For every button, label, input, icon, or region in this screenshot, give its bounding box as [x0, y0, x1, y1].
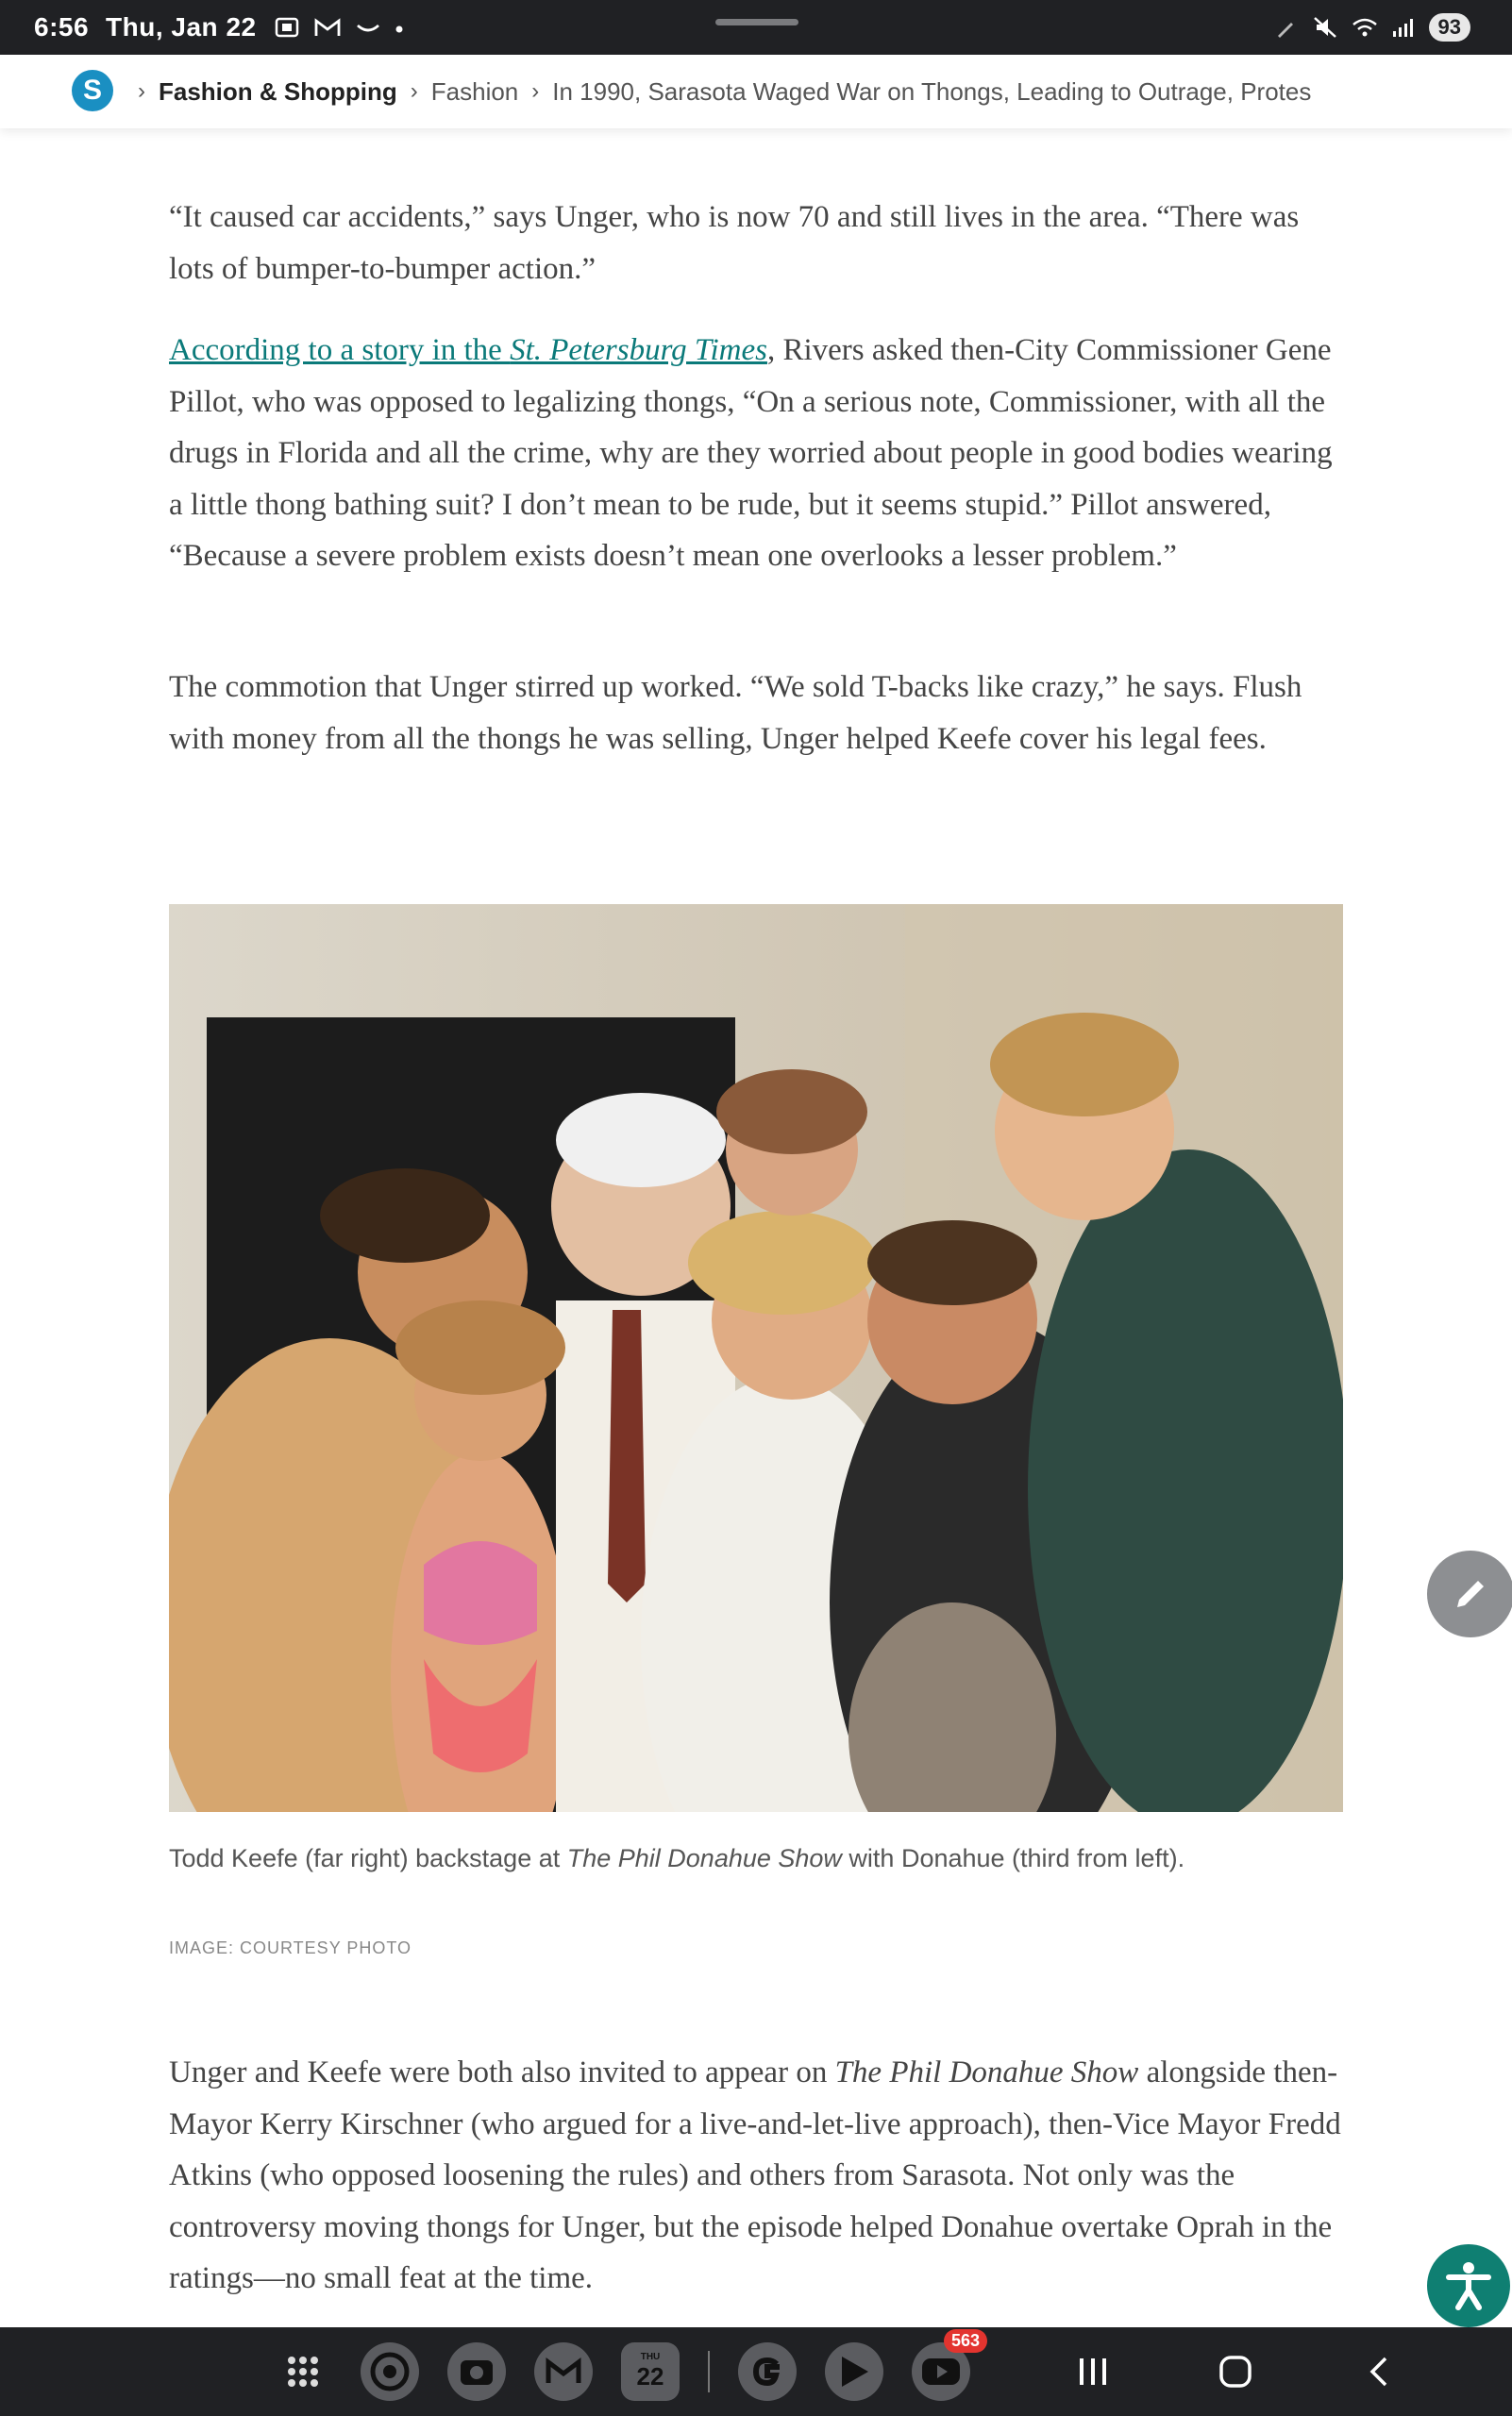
app-drawer-icon[interactable] [274, 2342, 332, 2401]
edit-button[interactable] [1427, 1551, 1512, 1637]
calendar-icon[interactable] [621, 2342, 680, 2401]
home-icon [1218, 2354, 1253, 2390]
notification-icons [274, 16, 404, 39]
navigation-bar [0, 2327, 1512, 2416]
paragraph-text: The commotion that Unger stirred up worked. “We sold T-backs like crazy,” he says. Flush with money from all the thongs he was selling, Unger helped Keefe cover his legal fees. [169, 670, 1302, 756]
wifi-icon [1352, 16, 1378, 39]
caption-text: Todd Keefe (far right) backstage at [169, 1844, 567, 1872]
site-logo[interactable]: S [72, 70, 113, 111]
status-right [1274, 0, 1470, 55]
article-paragraph-3 [169, 662, 1344, 764]
st-petersburg-times-link[interactable]: According to a story in the St. Petersburg Times [169, 333, 767, 367]
youtube-icon[interactable] [912, 2331, 980, 2401]
pencil-icon [1450, 1573, 1491, 1615]
status-bar [0, 0, 1512, 55]
home-button[interactable] [1218, 2327, 1253, 2416]
breadcrumb [0, 55, 1512, 128]
article-paragraph-2 [169, 325, 1344, 582]
accessibility-icon [1441, 2258, 1496, 2313]
breadcrumb-fashion-shopping[interactable]: Fashion & Shopping [159, 76, 397, 106]
group-photo-illustration [169, 904, 1343, 1812]
app-dock [274, 2331, 980, 2403]
gmail-app-icon[interactable] [534, 2342, 593, 2401]
youtube-badge: 563 [944, 2329, 987, 2353]
article-paragraph-1 [169, 192, 1344, 294]
dock-divider [708, 2351, 710, 2392]
window-handle [715, 19, 798, 25]
battery-indicator: 93 [1429, 13, 1470, 42]
breadcrumb-fashion[interactable]: Fashion [430, 76, 519, 106]
status-left [34, 0, 404, 55]
recent-apps-button[interactable] [1076, 2327, 1110, 2416]
photo-caption [169, 1840, 1344, 1877]
gmail-icon [313, 16, 342, 39]
chevron-right-icon: › [531, 78, 540, 104]
signal-icon [1391, 16, 1416, 39]
calendar-day: 22 [636, 2362, 664, 2391]
calendar-weekday: THU [640, 2352, 661, 2362]
more-dot-icon [395, 16, 404, 39]
paragraph-text: “It caused car accidents,” says Unger, who is now 70 and still lives in the area. “There was lots of bumper-to-bumper action.” [169, 200, 1300, 286]
camera-icon[interactable] [447, 2342, 506, 2401]
pen-icon [1274, 15, 1299, 40]
breadcrumb-trail [125, 55, 1438, 128]
status-time: 6:56 [34, 12, 90, 42]
play-store-icon[interactable] [825, 2342, 883, 2401]
paragraph-text: Unger and Keefe were both also invited to appear on The Phil Donahue Show alongside then-Mayor Kerry Kirschner (who argued for a live-and-let-live approach), then-Vice Mayor Fredd Atkins (who opposed loosening the rules) and others from Sarasota. Not only was the controversy moving thongs for Unger, but the episode helped Donahue overtake Oprah in the ratings—no small feat at the time. [169, 2055, 1341, 2295]
back-icon [1367, 2355, 1391, 2389]
breadcrumb-article-title: In 1990, Sarasota Waged War on Thongs, Leading to Outrage, Protes [552, 76, 1312, 106]
photo-credit: IMAGE: COURTESY PHOTO [169, 1938, 412, 1957]
article-photo [169, 904, 1343, 1812]
mute-icon [1312, 15, 1338, 40]
chevron-right-icon: › [138, 78, 145, 104]
chrome-icon[interactable] [361, 2342, 419, 2401]
caption-show-title: The Phil Donahue Show [566, 1844, 842, 1872]
paragraph-text [169, 325, 1344, 582]
chevron-right-icon: › [410, 78, 418, 104]
accessibility-button[interactable] [1423, 2240, 1512, 2331]
caption-text-end: with Donahue (third from left). [841, 1844, 1185, 1872]
screenshot-icon [274, 16, 300, 39]
status-date: Thu, Jan 22 [106, 12, 257, 42]
article-paragraph-4 [169, 2047, 1344, 2327]
recents-icon [1076, 2356, 1110, 2388]
paragraph-rest: , Rivers asked then-City Commissioner Gene Pillot, who was opposed to legalizing thongs, “On a serious note, Commissioner, with all the drugs in Florida and all the crime, why are they worried about people in good bodies wearing a little thong bathing suit? I don’t mean to be rude, but it seems stupid.” Pillot answered, “Because a severe problem exists doesn’t mean one overlooks a lesser problem.” [169, 333, 1333, 573]
back-button[interactable] [1367, 2327, 1391, 2416]
amazon-icon [355, 16, 381, 39]
google-icon[interactable] [738, 2342, 797, 2401]
